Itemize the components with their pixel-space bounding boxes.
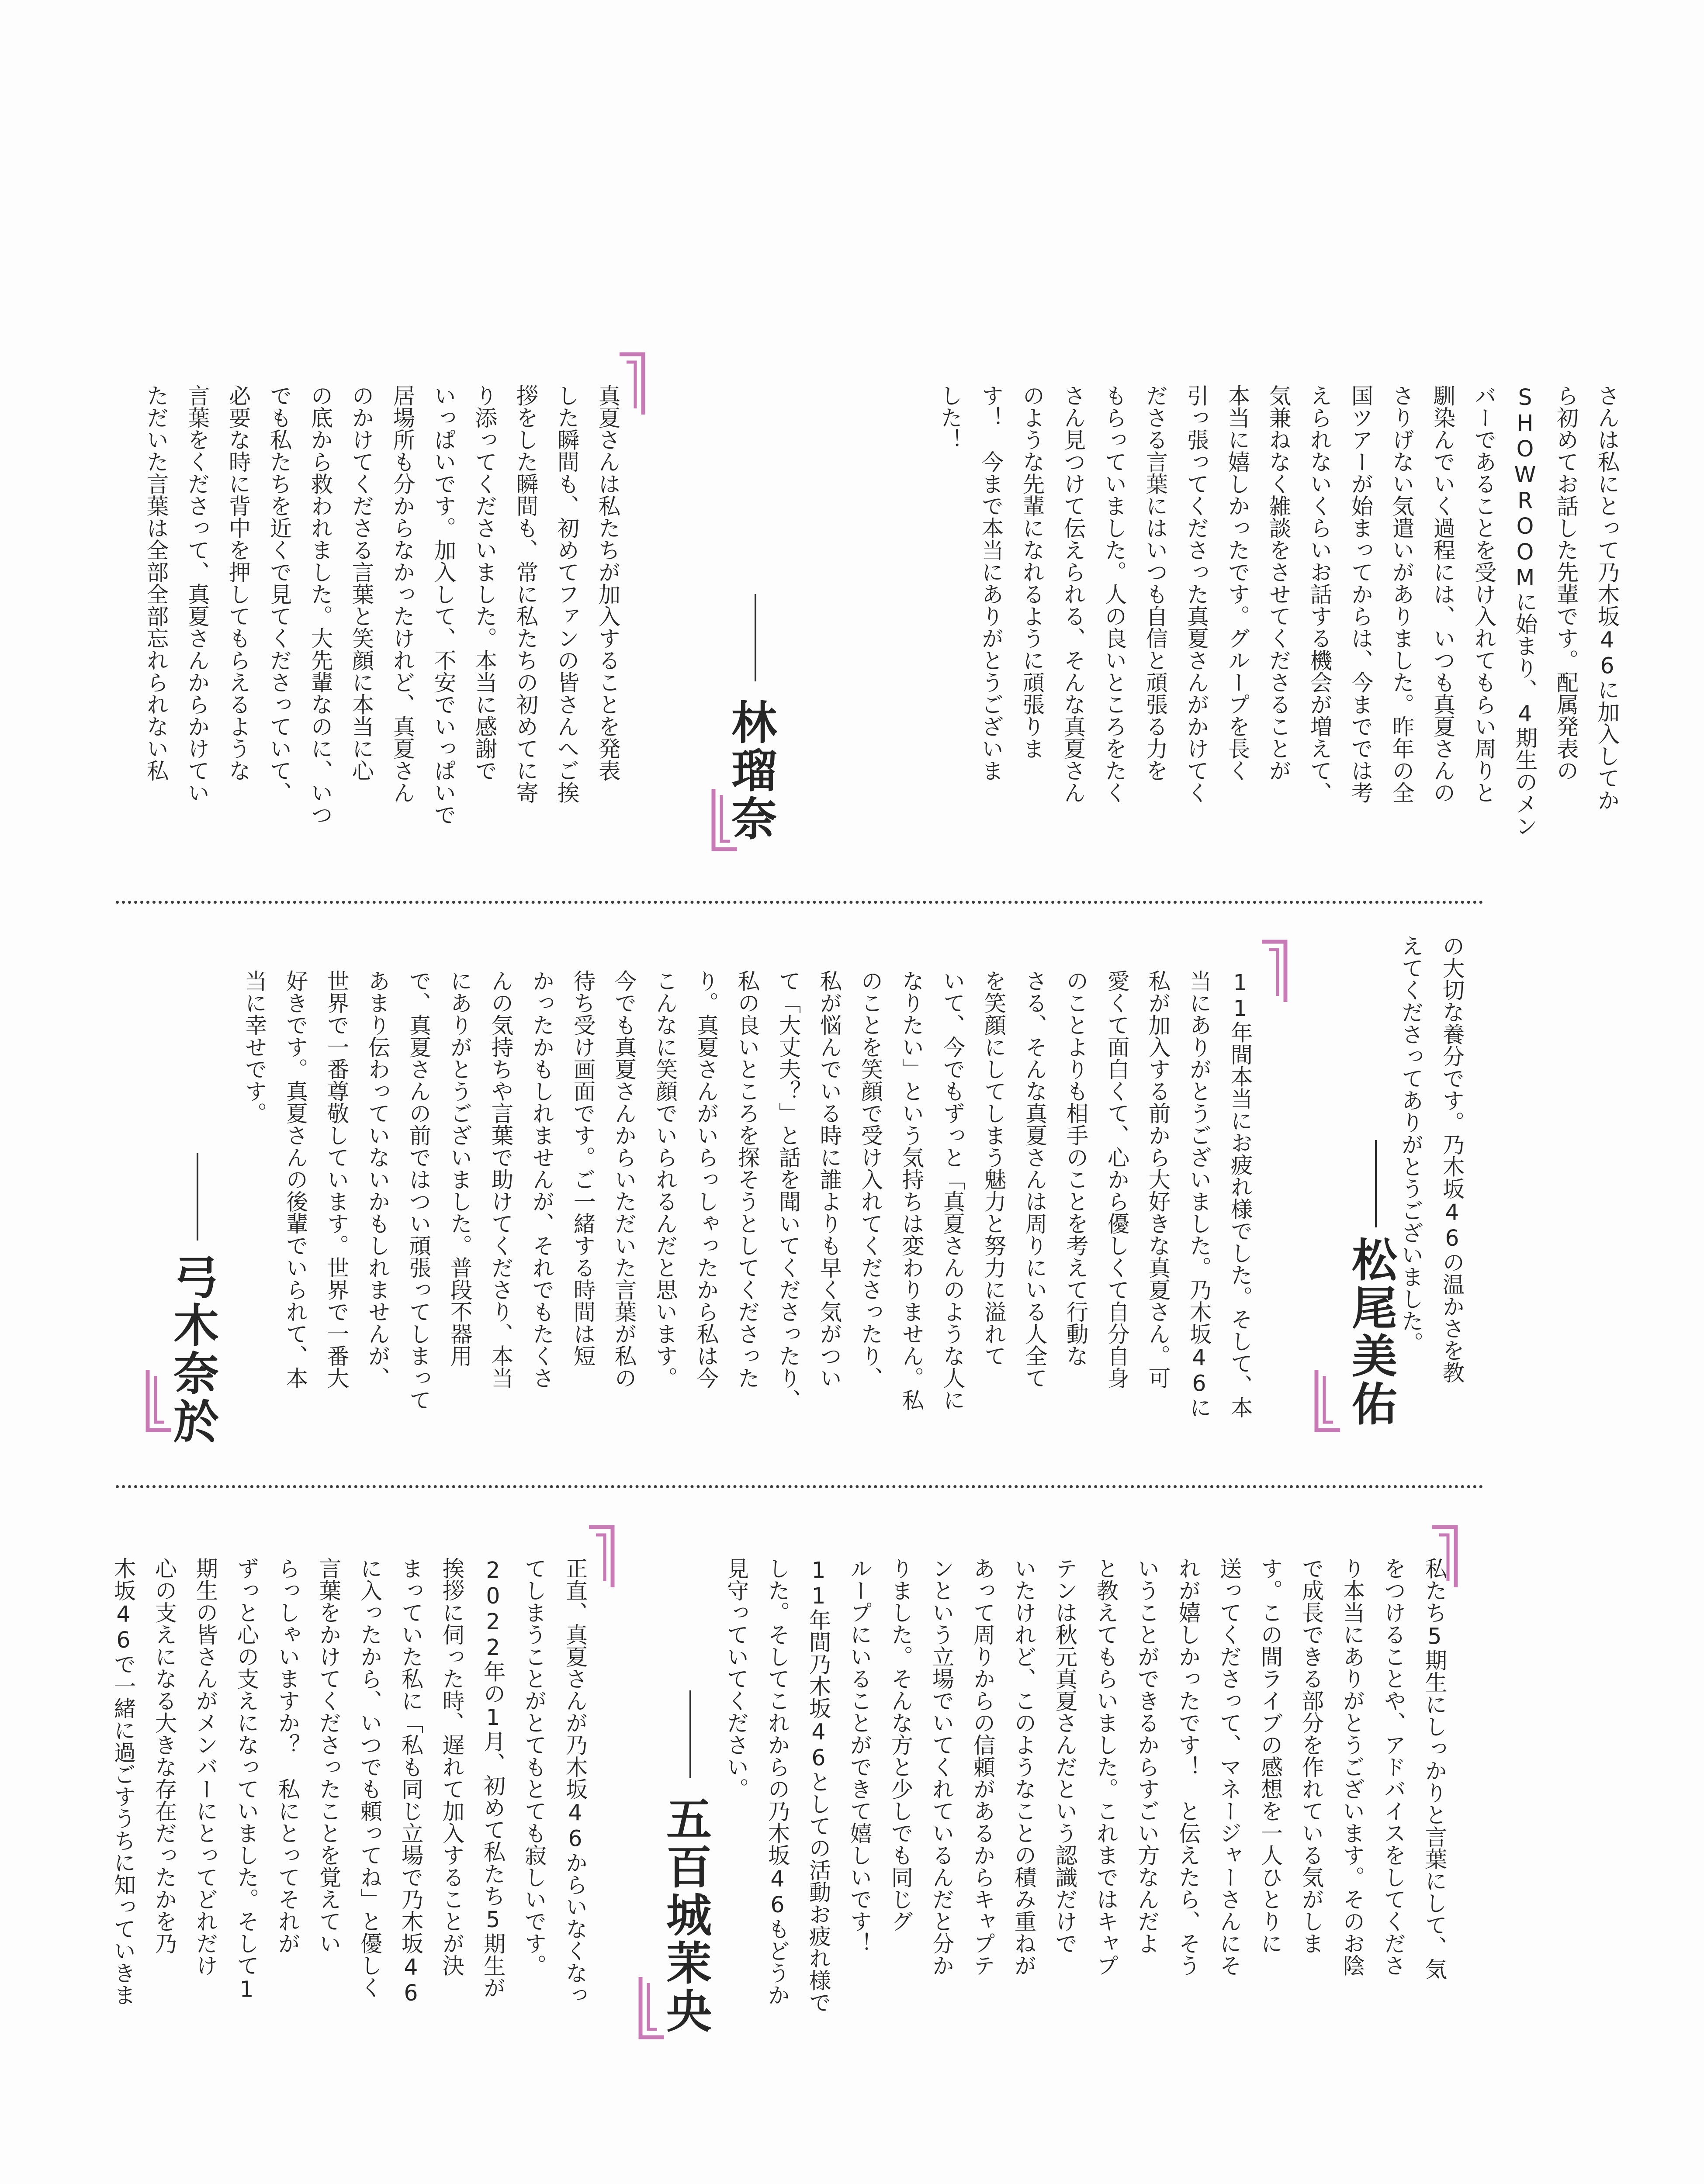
matsuo-message-paragraph-2: 11年間本当にお疲れ様でした。そして、本 当にありがとうございました。乃木坂46に 私が加入する前から大好きな真夏さん。可 愛くて面白くて、心から優しくて自分自身 のことよりも相手のことを考えて行動な さる、そんな真夏さんは周りにいる人全て を笑顔にしてしまう魅力と努力に溢れて いて、今でもずっと「真夏さんのような人に なりたい」という気持ちは変わりません。私 のことを笑顔で受け入れてくださったり、 私が悩んでいる時に誰よりも早く気がつい て「大丈夫？」と話を聞いてくださったり、 私の良いところを探そうとしてくださった り。真夏さんがいらっしゃったから私は今 こんなに笑顔でいられるんだと思います。 今でも真夏さんからいただいた言葉が私の 待ち受け画面です。ご一緒する時間は短 かったかもしれませんが、それでもたくさ んの気持ちや言葉で助けてくださり、本当 にありがとうございました。普段不器用 で、真夏さんの前ではつい頑張ってしまって あまり伝わっていないかもしれませんが、 世界で一番尊敬しています。世界で一番大 好きです。真夏さんの後輩でいられて、本 当に幸せです。: [242, 970, 1253, 1418]
ioki-name-dash: [689, 1690, 691, 1778]
matsuo-bracket-bottom-icon: [1313, 1367, 1344, 1433]
hayashi-bracket-bottom-icon: [710, 786, 741, 852]
ioki-bracket-bottom-icon: [637, 1974, 668, 2040]
hayashi-message-paragraph-2: 真夏さんは私たちが加入することを発表 した瞬間も、初めてファンの皆さんへご挨 拶をした瞬間も、常に私たちの初めてに寄 り添ってくださいました。本当に感謝で いっぱいです。加入して、不安でいっぱいで 居場所も分からなかったけれど、真夏さん のかけてくださる言葉と笑顔に本当に心 の底から救われました。大先輩なのに、いつ でも私たちを近くで見てくださっていて、 必要な時に背中を押してもらえるような 言葉をくださって、真夏さんからかけてい ただいた言葉は全部全部忘れられない私: [143, 384, 621, 826]
separator-2: [116, 1485, 1483, 1488]
ioki-message-paragraph-2: 正直、真夏さんが乃木坂46からいなくなっ てしまうことがとてもとても寂しいです。 2022年の1月、初めて私たち5期生が 挨拶に伺った時、遅れて加入することが決 まっていた私に「私も同じ立場で乃木坂46 に入ったから、いつでも頼ってね」と優しく 言葉をかけてくださったことを覚えてい らっしゃいますか？ 私にとってそれが ずっと心の支えになっていました。そして1 期生の皆さんがメンバーにとってどれだけ 心の支えになる大きな存在だったかを乃 木坂46で一緒に過ごすうちに知っていきま: [111, 1557, 588, 2006]
yumiki-name: 弓木奈於: [166, 1254, 219, 1446]
ioki-message-paragraph-1: 私たち5期生にしっかりと言葉にして、気 をつけることや、アドバイスをしてくださ り本当にありがとうございます。そのお陰 で成長できる部分を作れている気がしま す。この間ライブの感想を一人ひとりに 送ってくださって、マネージャーさんにそ れが嬉しかったです！ と伝えたら、そう いうことができるからすごい方なんだよ と教えてもらいました。これまではキャプ テンは秋元真夏さんだという認識だけで いたけれど、このようなことの積み重ねが あって周りからの信頼があるからキャプテ ンという立場でいてくれているんだと分か りました。そんな方と少しでも同じグ ループにいることができて嬉しいです！ 11年間乃木坂46としての活動お疲れ様で した。そしてこれからの乃木坂46もどうか 見守っていてください。: [724, 1557, 1448, 2013]
matsuo-bracket-top-icon: [1258, 939, 1289, 1005]
hayashi-name-dash: [755, 594, 756, 681]
ioki-name: 五百城茉央: [658, 1795, 712, 2035]
hayashi-message-paragraph-1: さんは私にとって乃木坂46に加入してか ら初めてお話した先輩です。配属発表の SHOWROOMに始まり、4期生のメン バーであることを受け入れてもらい周りと 馴染んでいく過程には、いつも真夏さんの さりげない気遣いがありました。昨年の全 国ツアーが始まってからは、今まででは考 えられないくらいお話する機会が増えて、 気兼ねなく雑談をさせてくださることが 本当に嬉しかったです。グループを長く 引っ張ってくださった真夏さんがかけてく ださる言葉にはいつも自信と頑張る力を もらっていました。人の良いところをたく さん見つけて伝えられる、そんな真夏さん のような先輩になれるように頑張りま す！ 今まで本当にありがとうございま した！: [937, 384, 1620, 837]
hayashi-name: 林瑠奈: [724, 699, 777, 843]
yumiki-bracket-bottom-icon: [144, 1367, 175, 1433]
matsuo-name: 松尾美佑: [1344, 1236, 1397, 1428]
matsuo-name-dash: [1375, 1140, 1377, 1227]
yumiki-name-dash: [197, 1153, 198, 1241]
separator-1: [116, 901, 1483, 904]
matsuo-message-paragraph-1: の大切な養分です。乃木坂46の温かさを教 えてくださってありがとうございました。: [1398, 935, 1465, 1383]
